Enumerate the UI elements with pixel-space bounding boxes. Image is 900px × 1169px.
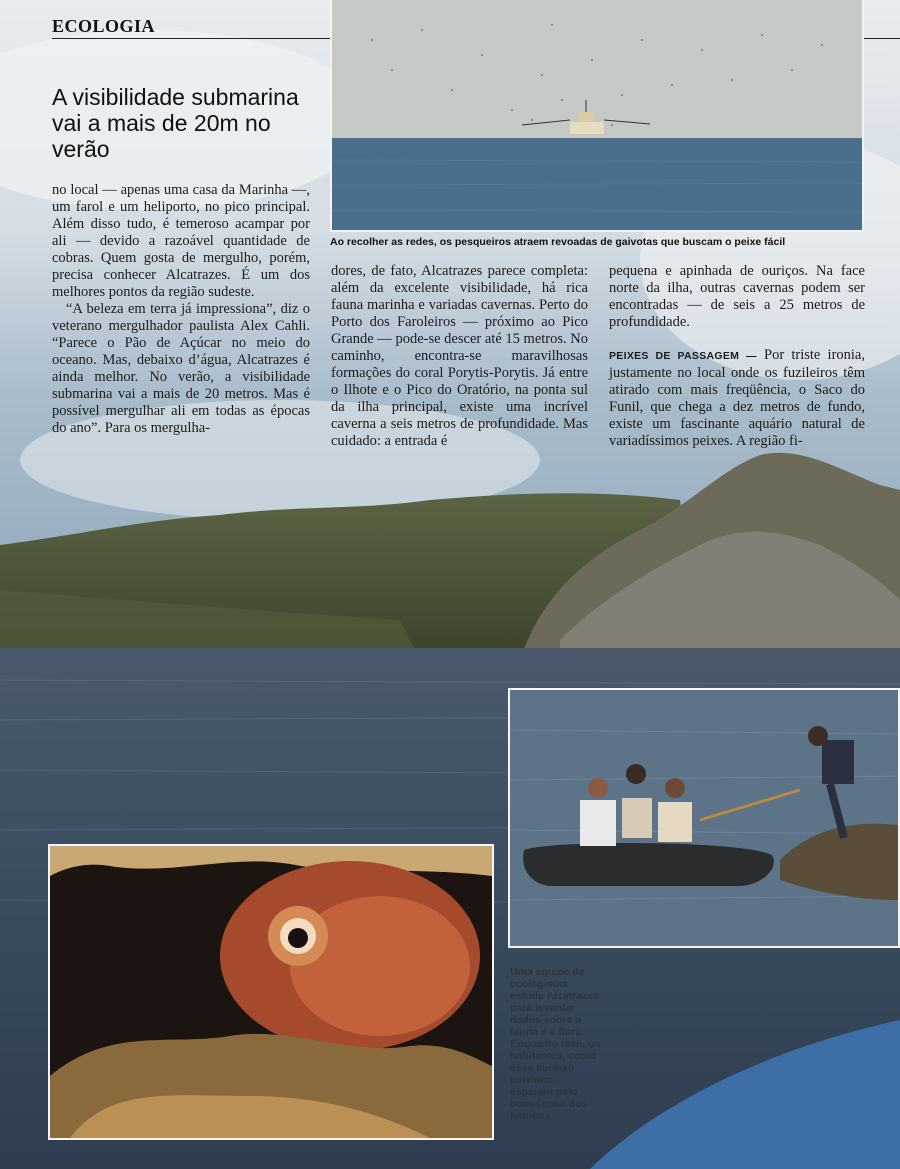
article-column-3 — [609, 263, 865, 450]
headline: A visibilidade submarina vai a mais de 20m no verão — [52, 84, 299, 162]
article-column-2 — [331, 263, 588, 450]
ecologists-boat-photo — [508, 688, 900, 948]
section-label: ECOLOGIA — [52, 16, 156, 36]
section-rule-right — [862, 38, 900, 39]
column-1-paragraph-2: “A beleza em terra já impressiona”, diz o veterano mergulhador paulista Alex Cahli. “Parece o Pão de Açúcar no meio do oceano. Mas, debaixo d’água, Alcatrazes é ainda melhor. No verão, a visibilidade submarina vai a mais de 20 metros. Mas é possível mergulhar ali em todas as épocas do ano”. Para os mergulha- — [52, 301, 310, 436]
article-column-1 — [52, 182, 310, 437]
photo-caption-top: Ao recolher as redes, os pesqueiros atraem revoadas de gaivotas que buscam o peixe fácil — [330, 236, 786, 248]
column-3-body: Por triste ironia, justamente no local onde os fuzileiros têm atirado com mais freqüência, o Saco do Funil, que chega a dez metros de fundo, existe um fascinante aquário natural de variadíssimos peixes. A região fi- — [609, 347, 865, 449]
column-3-paragraph-2 — [609, 347, 865, 450]
photo-caption-side: Uma equipe de ecologistas estuda Alcatrazes para levantar dados sobre a fauna e a flora. Enquanto isso, os habitantes, como esse curioso peixinho, esperam pelo bom-senso dos homens — [510, 966, 601, 1122]
subhead-peixes-de-passagem: PEIXES DE PASSAGEM — — [609, 350, 757, 362]
column-2-paragraph-1: dores, de fato, Alcatrazes parece completa: além da excelente visibilidade, há rica fauna marinha e variadas cavernas. Perto do Porto dos Faroleiros — próximo ao Pico Grande — pode-se descer até 15 metros. No caminho, encontra-se maravilhosas formações do coral Porytis-Porytis. Já entre o Ilhote e o Pico do Oratório, na ponta sul da ilha principal, existe uma incrível caverna a seis metros de profundidade. Mas cuidado: a entrada é — [331, 263, 588, 449]
section-rule — [52, 38, 330, 39]
fishing-boat-photo — [330, 0, 864, 232]
fish-closeup-photo — [48, 844, 494, 1140]
column-3-paragraph-1: pequena e apinhada de ouriços. Na face norte da ilha, outras cavernas podem ser encontradas — de seis a 25 metros de profundidade. — [609, 263, 865, 330]
column-1-paragraph-1: no local — apenas uma casa da Marinha —, um farol e um heliporto, no pico principal. Além disso tudo, é temeroso acampar por ali — devido a razoável quantidade de cobras. Quem gosta de mergulho, porém, precisa conhecer Alcatrazes. É um dos melhores pontos da região sudeste. — [52, 182, 310, 300]
